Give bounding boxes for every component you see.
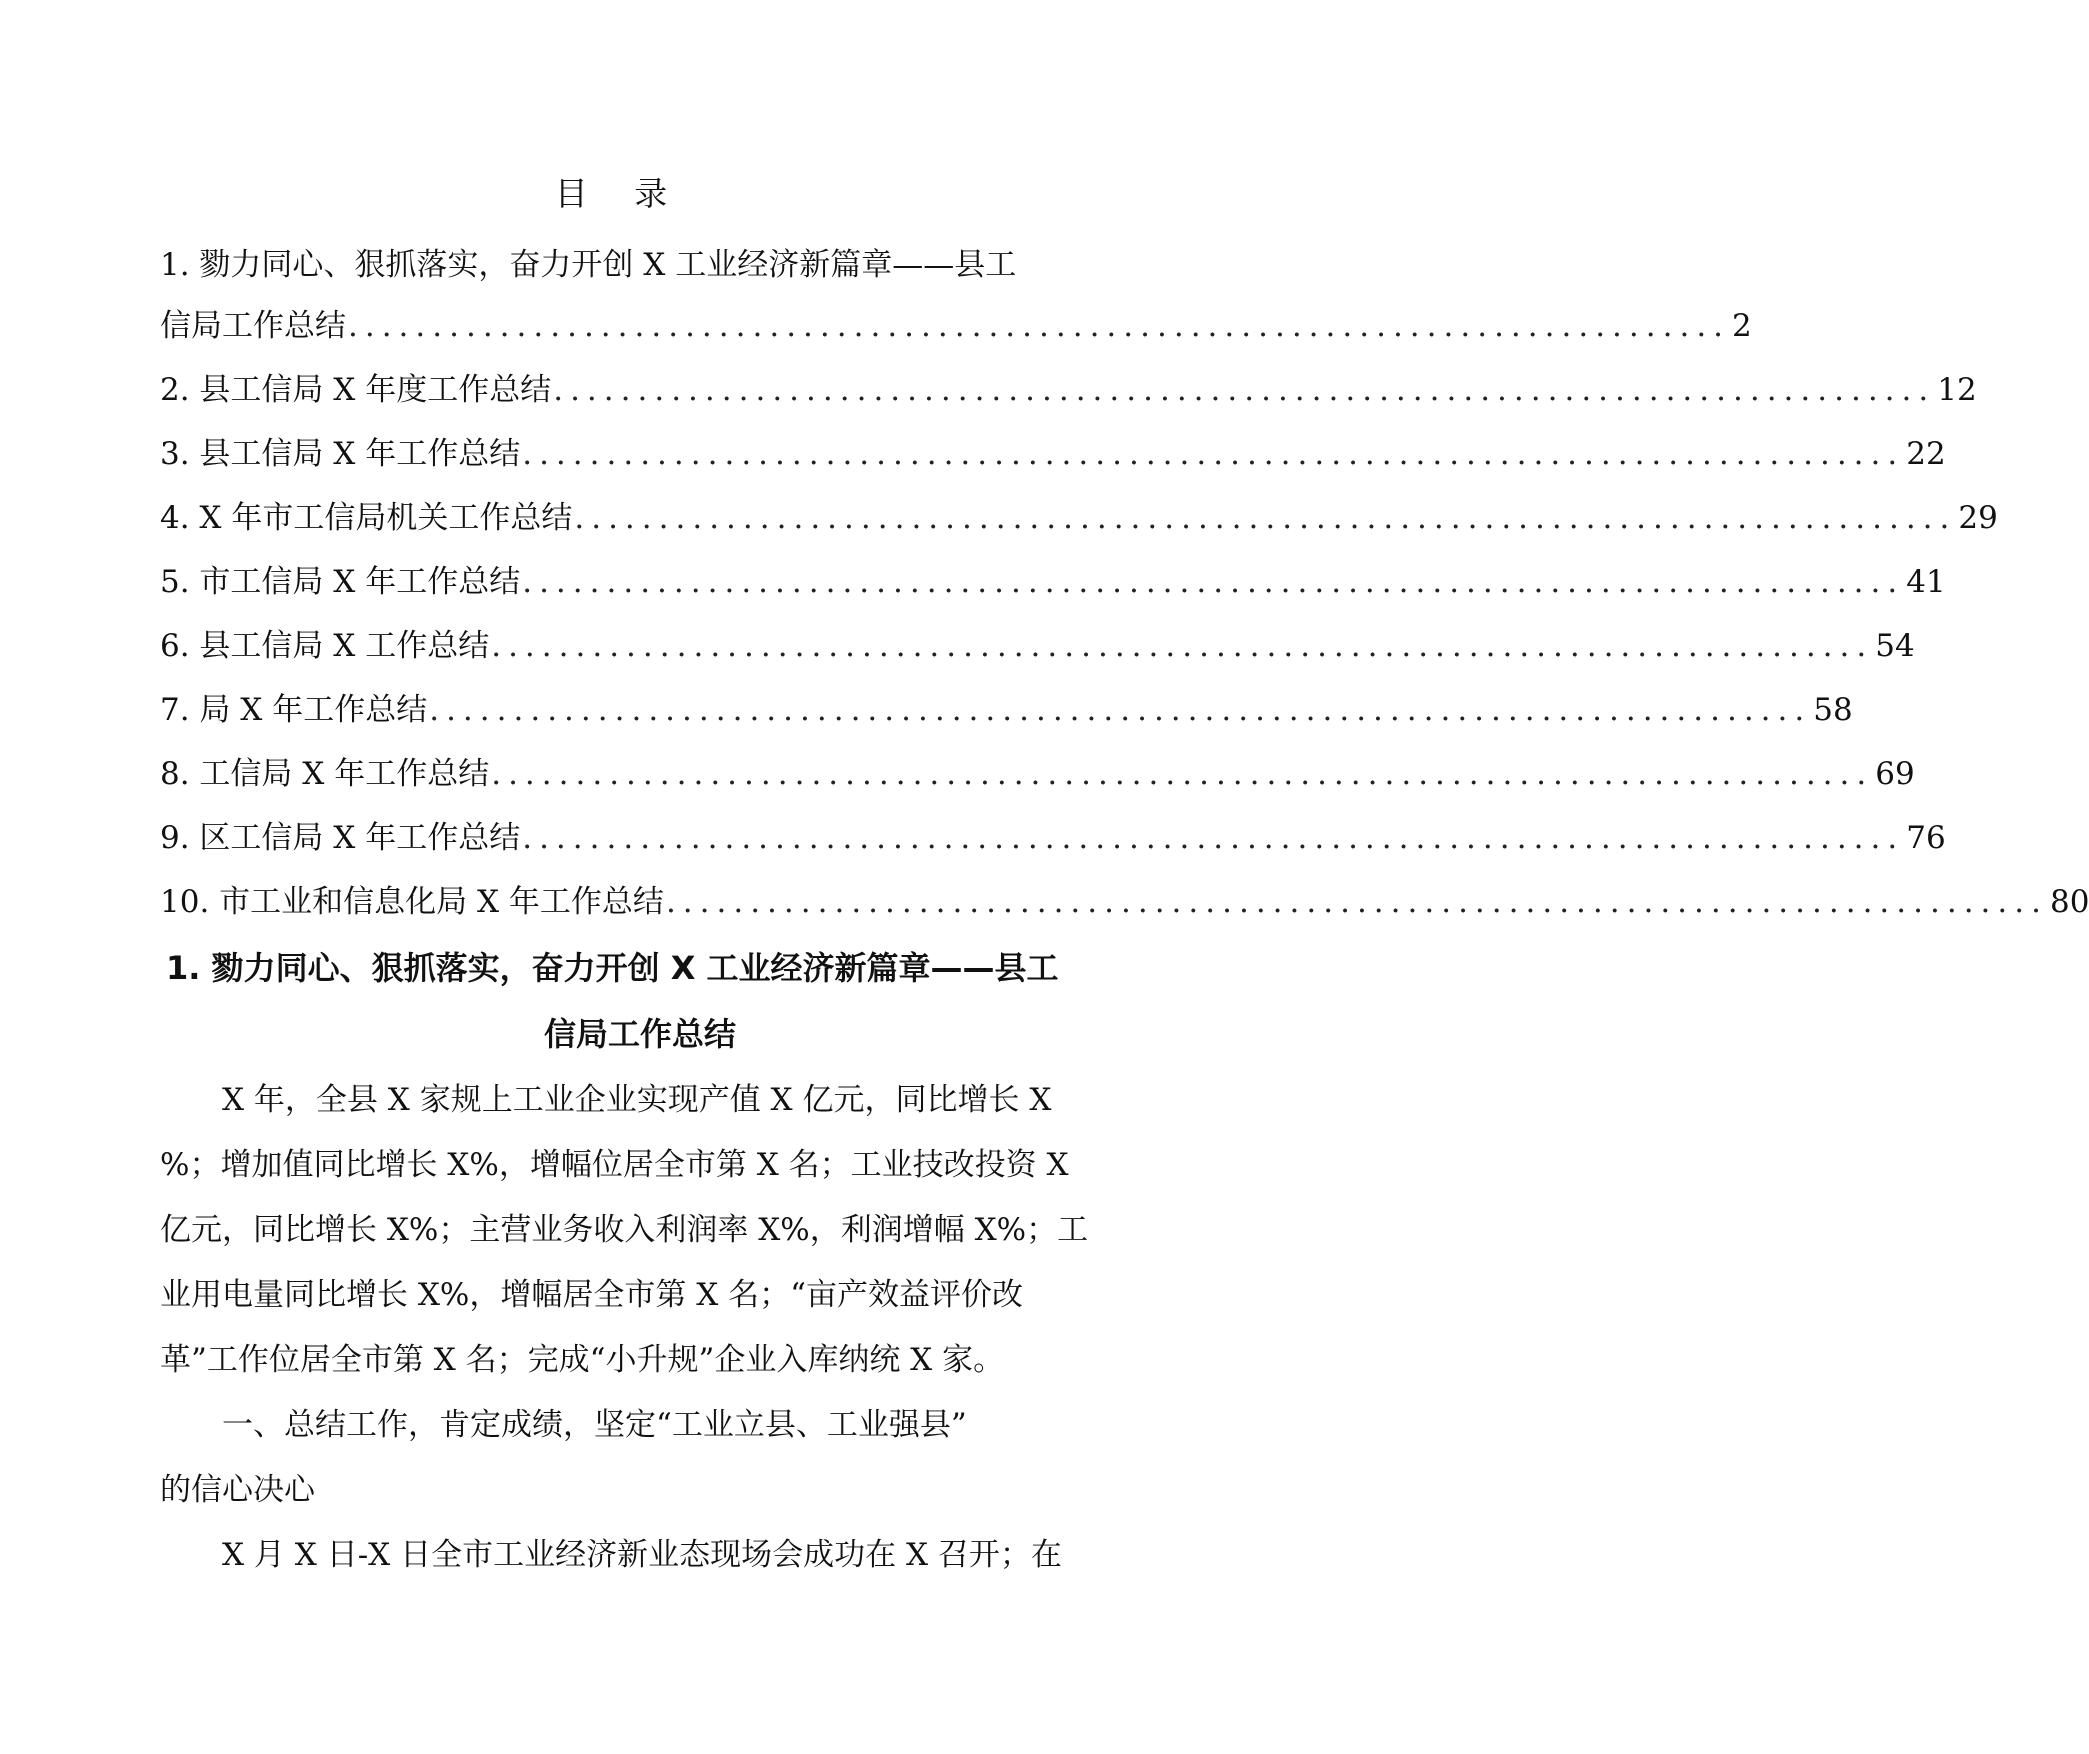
toc-entry-4[interactable] [160,497,1998,539]
toc-leader-dots: .................................................................................. [522,436,1905,472]
toc-entry-8[interactable] [160,753,1915,795]
section-heading-line1: 1. 勠力同心、狠抓落实，奋力开创 X 工业经济新篇章——县工 [166,949,1059,987]
toc-leader-dots: .................................................................................. [491,756,1874,792]
toc-entry-1-line2[interactable] [160,305,1752,347]
toc-leader-dots: .................................................................................. [665,884,2048,920]
toc-entry-7[interactable] [160,689,1853,731]
toc-entry-label: 5. 市工信局 X 年工作总结 [160,564,521,600]
toc-entry-1-line1[interactable]: 1. 勠力同心、狠抓落实，奋力开创 X 工业经济新篇章——县工 [160,247,1017,283]
paragraph-line: 亿元，同比增长 X%；主营业务收入利润率 X%，利润增幅 X%；工 [160,1212,1089,1248]
toc-page-number: 54 [1875,628,1915,664]
toc-entry-9[interactable] [160,817,1946,859]
toc-page-number: 29 [1958,500,1998,536]
toc-entry-label: 3. 县工信局 X 年工作总结 [160,436,521,472]
subheading-line1: 一、总结工作，肯定成绩，坚定“工业立县、工业强县” [222,1407,967,1443]
toc-leader-dots: .................................................................................. [522,820,1905,856]
toc-entry-5[interactable] [160,561,1946,603]
toc-entry-label: 2. 县工信局 X 年度工作总结 [160,372,552,408]
toc-page-number: 22 [1906,436,1946,472]
toc-entry-6[interactable] [160,625,1915,667]
subheading-line2: 的信心决心 [160,1472,315,1508]
toc-leader-dots: .................................................................................. [553,372,1936,408]
toc-leader-dots: .................................................................................. [491,628,1874,664]
toc-page-number: 76 [1906,820,1946,856]
toc-entry-3[interactable] [160,433,1946,475]
toc-entry-label: 9. 区工信局 X 年工作总结 [160,820,521,856]
toc-page-number: 69 [1875,756,1915,792]
paragraph-line: X 年，全县 X 家规上工业企业实现产值 X 亿元，同比增长 X [222,1082,1052,1118]
toc-page-number: 2 [1732,308,1752,344]
toc-entry-2[interactable] [160,369,1977,411]
toc-entry-label: 6. 县工信局 X 工作总结 [160,628,490,664]
toc-entry-label: 4. X 年市工信局机关工作总结 [160,500,573,536]
toc-entry-label: 7. 局 X 年工作总结 [160,692,428,728]
toc-entry-label: 信局工作总结 [160,308,346,344]
toc-leader-dots: .................................................................................. [574,500,1957,536]
paragraph-line: X 月 X 日-X 日全市工业经济新业态现场会成功在 X 召开；在 [222,1537,1062,1573]
toc-leader-dots: .................................................................................. [348,308,1731,344]
section-heading-line2: 信局工作总结 [544,1015,737,1053]
toc-entry-label: 8. 工信局 X 年工作总结 [160,756,490,792]
toc-page-number: 41 [1906,564,1946,600]
toc-page-number: 58 [1813,692,1853,728]
paragraph-line: 业用电量同比增长 X%，增幅居全市第 X 名；“亩产效益评价改 [160,1277,1024,1313]
toc-leader-dots: .................................................................................. [522,564,1905,600]
toc-page-number: 80 [2049,884,2089,920]
toc-entry-10[interactable] [160,881,2089,923]
paragraph-line: 革”工作位居全市第 X 名；完成“小升规”企业入库纳统 X 家。 [160,1342,1005,1378]
toc-entry-label: 10. 市工业和信息化局 X 年工作总结 [160,884,664,920]
toc-leader-dots: .................................................................................. [429,692,1812,728]
toc-page-number: 12 [1937,372,1977,408]
toc-title: 目 录 [554,174,686,213]
paragraph-line: %；增加值同比增长 X%，增幅位居全市第 X 名；工业技改投资 X [160,1147,1069,1183]
